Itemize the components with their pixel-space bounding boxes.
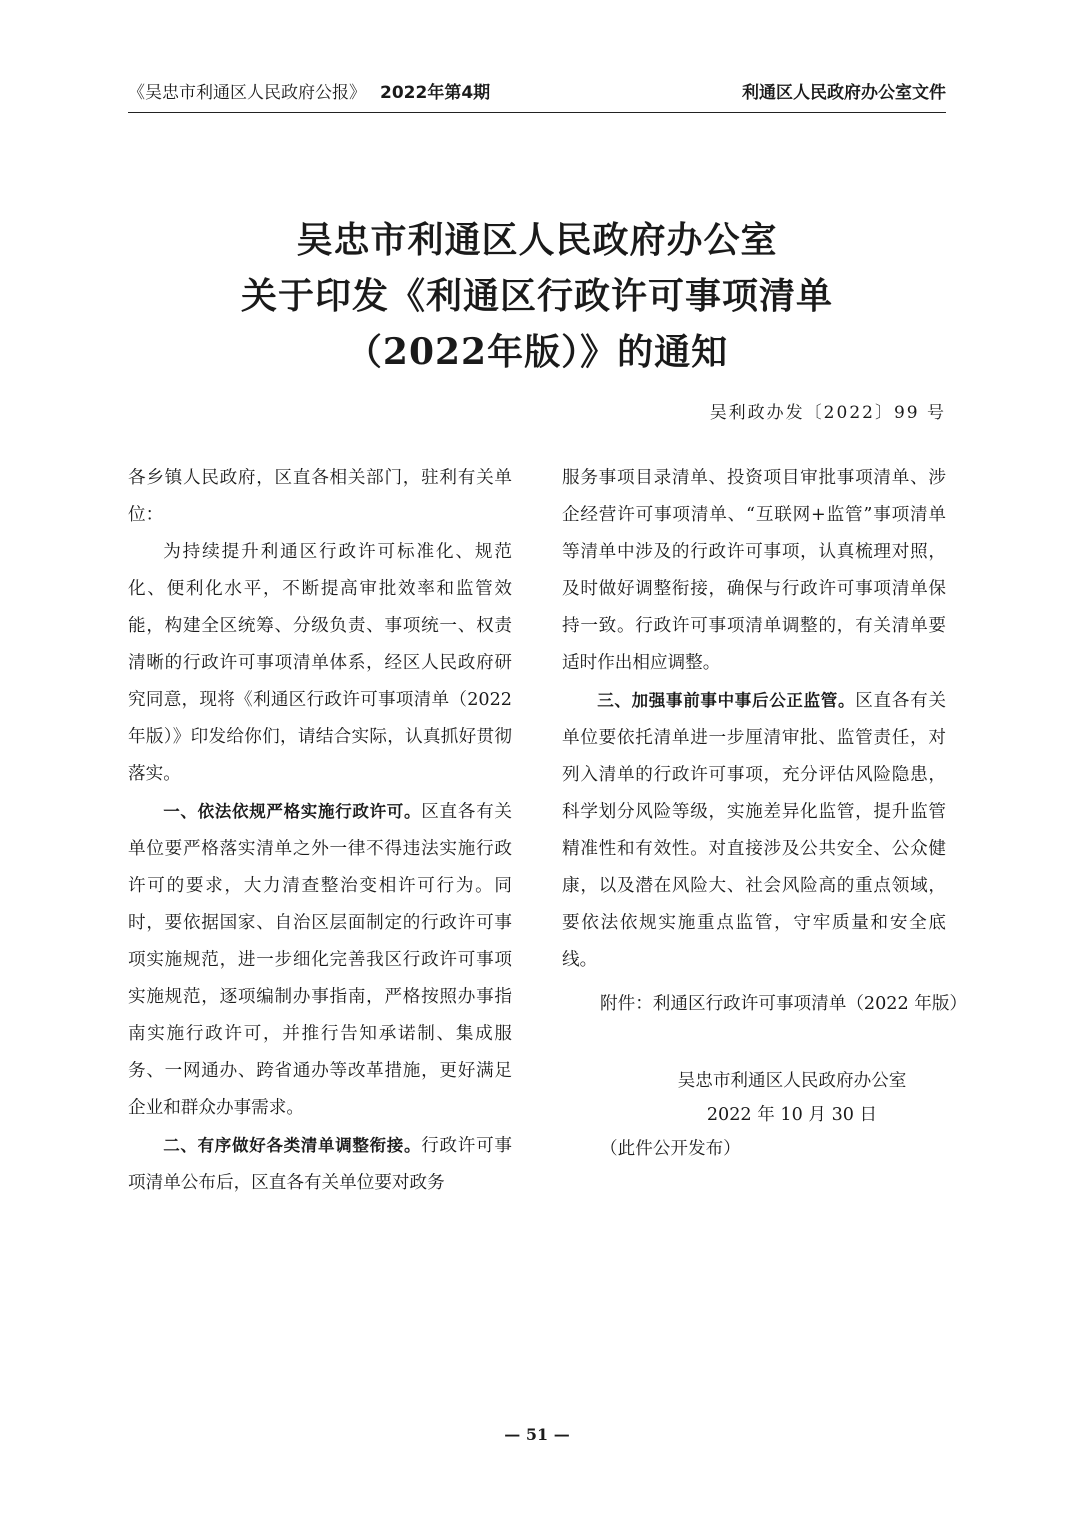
page-number: — 51 — [504,1425,570,1444]
signing-date: 2022 年 10 月 30 日 [706,1105,878,1125]
section-2-continuation: 服务事项目录清单、投资项目审批事项清单、涉企经营许可事项清单、“互联网+监管”事项清单等清单中涉及的行政许可事项，认真梳理对照，及时做好调整衔接，确保与行政许可事项清单保持一致。行政许可事项清单调整的，有关清单要适时作出相应调整。 [562,468,946,673]
section-2-text-start: 行政许可事项清单公布后，区直各有关单位要对政务 [128,1136,512,1193]
title-line-2: 关于印发《利通区行政许可事项清单 [240,275,833,317]
header-divider [128,112,946,113]
publication-name: 《吴忠市利通区人民政府公报》 [128,83,366,103]
title-line-1: 吴忠市利通区人民政府办公室 [296,219,778,261]
section-1-paragraph [128,793,512,1127]
document-number: 吴利政办发〔2022〕99 号 [709,403,946,423]
attachment-note: 附件：利通区行政许可事项清单（2022 年版） [600,994,968,1014]
title-line-3: （2022年版）》的通知 [345,331,729,373]
publication-note: （此件公开发布） [600,1139,741,1159]
right-column [562,460,946,979]
section-1-heading: 一、依法依规严格实施行政许可。 [163,802,422,821]
section-3-text: 区直各有关单位要依托清单进一步厘清审批、监管责任，对列入清单的行政许可事项，充分评估风险隐患，科学划分风险等级，实施差异化监管，提升监管精准性和有效性。对直接涉及公共安全、公众健康，以及潜在风险大、社会风险高的重点领域，要依法依规实施重点监管，守牢质量和安全底线。 [562,691,946,970]
header-left [128,78,490,108]
section-3-paragraph [562,682,946,979]
intro-paragraph: 为持续提升利通区行政许可标准化、规范化、便利化水平，不断提高审批效率和监管效能，构建全区统筹、分级负责、事项统一、权责清晰的行政许可事项清单体系，经区人民政府研究同意，现将《利通区行政许可事项清单（2022 年版）》印发给你们，请结合实际，认真抓好贯彻落实。 [128,542,512,784]
document-title [128,212,946,380]
document-category: 利通区人民政府办公室文件 [742,83,946,103]
running-header [128,78,946,108]
left-column [128,460,512,1202]
issue-label: 2022年第4期 [380,83,491,103]
salutation: 各乡镇人民政府，区直各相关部门，驻利有关单位： [128,468,512,525]
section-2-heading: 二、有序做好各类清单调整衔接。 [163,1136,422,1155]
section-1-text: 区直各有关单位要严格落实清单之外一律不得违法实施行政许可的要求，大力清查整治变相许可行为。同时，要依据国家、自治区层面制定的行政许可事项实施规范，进一步细化完善我区行政许可事项实施规范，逐项编制办事指南，严格按照办事指南实施行政许可，并推行告知承诺制、集成服务、一网通办、跨省通办等改革措施，更好满足企业和群众办事需求。 [128,802,512,1118]
section-2-paragraph [128,1127,512,1202]
section-3-heading: 三、加强事前事中事后公正监管。 [597,691,856,710]
signing-organization: 吴忠市利通区人民政府办公室 [677,1071,907,1091]
